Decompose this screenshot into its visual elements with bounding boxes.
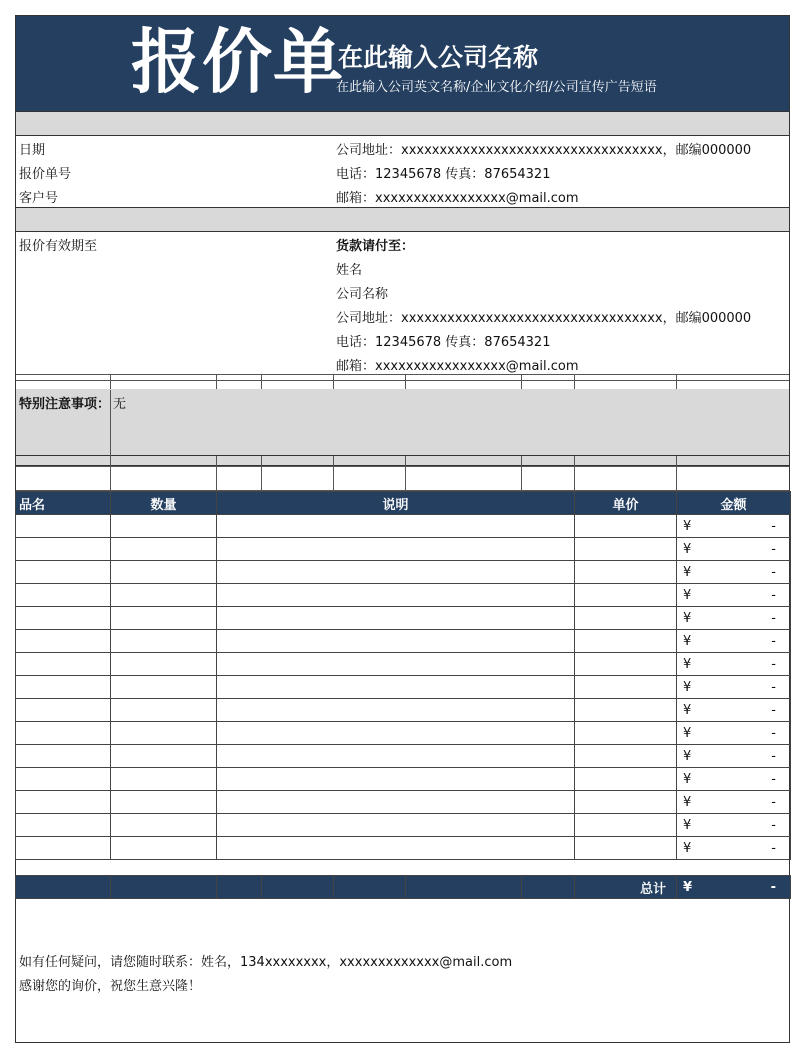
divider bbox=[521, 456, 522, 491]
item-quantity-cell[interactable] bbox=[111, 768, 217, 791]
item-amount: - bbox=[771, 818, 776, 833]
header-amount: 金额 bbox=[677, 492, 791, 515]
quote-number-label: 报价单号 bbox=[19, 167, 72, 182]
header-quantity: 数量 bbox=[111, 492, 217, 515]
notes-value[interactable]: 无 bbox=[113, 397, 127, 412]
currency-symbol: ¥ bbox=[683, 542, 692, 557]
header-unit-price: 单价 bbox=[575, 492, 677, 515]
currency-symbol: ¥ bbox=[683, 841, 692, 856]
item-amount-cell[interactable] bbox=[677, 676, 791, 699]
item-unit-price-cell[interactable] bbox=[575, 676, 677, 699]
item-description-cell[interactable] bbox=[217, 630, 575, 653]
table-row bbox=[16, 607, 791, 630]
item-amount: - bbox=[771, 703, 776, 718]
item-description-cell[interactable] bbox=[217, 584, 575, 607]
table-row bbox=[16, 630, 791, 653]
item-unit-price-cell[interactable] bbox=[575, 515, 677, 538]
currency-symbol: ¥ bbox=[683, 680, 692, 695]
item-amount: - bbox=[771, 611, 776, 626]
total-cell-empty bbox=[262, 876, 334, 899]
divider bbox=[405, 374, 406, 389]
table-row bbox=[16, 515, 791, 538]
item-description-cell[interactable] bbox=[217, 607, 575, 630]
divider bbox=[333, 374, 334, 389]
item-description-cell[interactable] bbox=[217, 515, 575, 538]
quote-sheet bbox=[15, 15, 790, 1043]
currency-symbol: ¥ bbox=[683, 657, 692, 672]
total-cell-empty bbox=[522, 876, 575, 899]
item-description-cell[interactable] bbox=[217, 768, 575, 791]
item-amount: - bbox=[771, 588, 776, 603]
table-row bbox=[16, 837, 791, 860]
item-description-cell[interactable] bbox=[217, 837, 575, 860]
currency-symbol: ¥ bbox=[683, 772, 692, 787]
item-amount-cell[interactable] bbox=[677, 791, 791, 814]
item-product-cell[interactable] bbox=[16, 584, 111, 607]
item-unit-price-cell[interactable] bbox=[575, 837, 677, 860]
item-unit-price-cell[interactable] bbox=[575, 561, 677, 584]
item-description-cell[interactable] bbox=[217, 538, 575, 561]
divider bbox=[110, 456, 111, 491]
item-quantity-cell[interactable] bbox=[111, 699, 217, 722]
table-row bbox=[16, 791, 791, 814]
total-label: 总计 bbox=[575, 876, 677, 899]
currency-symbol: ¥ bbox=[683, 880, 693, 895]
item-product-cell[interactable] bbox=[16, 538, 111, 561]
item-unit-price-cell[interactable] bbox=[575, 630, 677, 653]
divider bbox=[405, 456, 406, 491]
item-product-cell[interactable] bbox=[16, 607, 111, 630]
item-description-cell[interactable] bbox=[217, 653, 575, 676]
item-unit-price-cell[interactable] bbox=[575, 791, 677, 814]
total-cell-empty bbox=[16, 876, 111, 899]
table-row bbox=[16, 722, 791, 745]
currency-symbol: ¥ bbox=[683, 749, 692, 764]
total-table bbox=[15, 875, 791, 899]
company-address: 公司地址：xxxxxxxxxxxxxxxxxxxxxxxxxxxxxxxxxx，邮编000000 bbox=[336, 143, 752, 158]
item-unit-price-cell[interactable] bbox=[575, 768, 677, 791]
currency-symbol: ¥ bbox=[683, 795, 692, 810]
item-unit-price-cell[interactable] bbox=[575, 745, 677, 768]
divider bbox=[110, 390, 111, 456]
item-quantity-cell[interactable] bbox=[111, 538, 217, 561]
header-product: 品名 bbox=[16, 492, 111, 515]
page-title: 报价单 bbox=[131, 21, 344, 103]
table-row bbox=[16, 768, 791, 791]
item-amount-cell[interactable] bbox=[677, 584, 791, 607]
table-header-row bbox=[16, 492, 791, 515]
item-amount-cell[interactable] bbox=[677, 607, 791, 630]
item-quantity-cell[interactable] bbox=[111, 561, 217, 584]
total-cell-empty bbox=[334, 876, 406, 899]
date-label: 日期 bbox=[19, 143, 46, 158]
thanks-line: 感谢您的询价，祝您生意兴隆！ bbox=[19, 979, 202, 994]
separator-band bbox=[16, 456, 789, 466]
item-product-cell[interactable] bbox=[16, 745, 111, 768]
customer-number-label: 客户号 bbox=[19, 191, 59, 206]
item-amount: - bbox=[771, 657, 776, 672]
total-amount: - bbox=[770, 880, 776, 895]
divider bbox=[574, 456, 575, 491]
item-description-cell[interactable] bbox=[217, 676, 575, 699]
divider bbox=[216, 456, 217, 491]
divider bbox=[16, 380, 789, 381]
item-amount: - bbox=[771, 795, 776, 810]
item-amount-cell[interactable] bbox=[677, 653, 791, 676]
item-quantity-cell[interactable] bbox=[111, 814, 217, 837]
item-unit-price-cell[interactable] bbox=[575, 814, 677, 837]
item-description-cell[interactable] bbox=[217, 722, 575, 745]
table-row bbox=[16, 745, 791, 768]
notes-label: 特别注意事项： bbox=[19, 397, 111, 412]
items-table bbox=[15, 491, 791, 860]
item-amount: - bbox=[771, 841, 776, 856]
company-subtitle[interactable]: 在此输入公司英文名称/企业文化介绍/公司宣传广告短语 bbox=[336, 80, 657, 95]
item-amount: - bbox=[771, 565, 776, 580]
item-unit-price-cell[interactable] bbox=[575, 699, 677, 722]
table-row bbox=[16, 814, 791, 837]
currency-symbol: ¥ bbox=[683, 703, 692, 718]
item-amount-cell[interactable] bbox=[677, 538, 791, 561]
item-product-cell[interactable] bbox=[16, 814, 111, 837]
header-banner bbox=[16, 16, 789, 111]
divider bbox=[216, 374, 217, 389]
payee-company: 公司名称 bbox=[336, 287, 389, 302]
item-unit-price-cell[interactable] bbox=[575, 722, 677, 745]
divider bbox=[676, 456, 677, 491]
table-row bbox=[16, 653, 791, 676]
item-product-cell[interactable] bbox=[16, 630, 111, 653]
item-amount: - bbox=[771, 542, 776, 557]
divider bbox=[676, 374, 677, 389]
item-unit-price-cell[interactable] bbox=[575, 538, 677, 561]
item-quantity-cell[interactable] bbox=[111, 653, 217, 676]
pay-to-label: 货款请付至： bbox=[336, 239, 415, 254]
item-quantity-cell[interactable] bbox=[111, 676, 217, 699]
item-unit-price-cell[interactable] bbox=[575, 607, 677, 630]
item-amount-cell[interactable] bbox=[677, 814, 791, 837]
item-amount: - bbox=[771, 726, 776, 741]
item-quantity-cell[interactable] bbox=[111, 837, 217, 860]
item-description-cell[interactable] bbox=[217, 745, 575, 768]
item-quantity-cell[interactable] bbox=[111, 607, 217, 630]
item-amount-cell[interactable] bbox=[677, 515, 791, 538]
item-product-cell[interactable] bbox=[16, 791, 111, 814]
currency-symbol: ¥ bbox=[683, 519, 692, 534]
currency-symbol: ¥ bbox=[683, 588, 692, 603]
currency-symbol: ¥ bbox=[683, 634, 692, 649]
divider bbox=[261, 374, 262, 389]
total-cell-empty bbox=[406, 876, 522, 899]
item-description-cell[interactable] bbox=[217, 791, 575, 814]
currency-symbol: ¥ bbox=[683, 818, 692, 833]
divider bbox=[261, 456, 262, 491]
item-product-cell[interactable] bbox=[16, 768, 111, 791]
notes-band bbox=[16, 389, 789, 456]
item-quantity-cell[interactable] bbox=[111, 745, 217, 768]
item-amount: - bbox=[771, 634, 776, 649]
item-description-cell[interactable] bbox=[217, 561, 575, 584]
item-amount-cell[interactable] bbox=[677, 699, 791, 722]
total-cell-empty bbox=[111, 876, 217, 899]
item-amount-cell[interactable] bbox=[677, 630, 791, 653]
item-product-cell[interactable] bbox=[16, 515, 111, 538]
item-quantity-cell[interactable] bbox=[111, 630, 217, 653]
item-amount: - bbox=[771, 772, 776, 787]
item-amount: - bbox=[771, 749, 776, 764]
contact-line: 如有任何疑问，请您随时联系：姓名，134xxxxxxxx，xxxxxxxxxxxxx@mail.com bbox=[19, 955, 513, 970]
payee-email: 邮箱：xxxxxxxxxxxxxxxxx@mail.com bbox=[336, 359, 579, 374]
separator-band bbox=[16, 111, 789, 136]
header-description: 说明 bbox=[217, 492, 575, 515]
payee-phone-fax: 电话：12345678 传真：87654321 bbox=[336, 335, 551, 350]
item-quantity-cell[interactable] bbox=[111, 791, 217, 814]
item-amount: - bbox=[771, 680, 776, 695]
item-quantity-cell[interactable] bbox=[111, 722, 217, 745]
divider bbox=[521, 374, 522, 389]
item-description-cell[interactable] bbox=[217, 699, 575, 722]
divider bbox=[110, 374, 111, 389]
item-description-cell[interactable] bbox=[217, 814, 575, 837]
item-amount-cell[interactable] bbox=[677, 561, 791, 584]
total-row bbox=[16, 876, 791, 899]
currency-symbol: ¥ bbox=[683, 726, 692, 741]
total-cell-empty bbox=[217, 876, 262, 899]
item-amount-cell[interactable] bbox=[677, 722, 791, 745]
item-quantity-cell[interactable] bbox=[111, 584, 217, 607]
divider bbox=[574, 374, 575, 389]
item-product-cell[interactable] bbox=[16, 699, 111, 722]
divider bbox=[16, 374, 789, 375]
table-row bbox=[16, 699, 791, 722]
item-product-cell[interactable] bbox=[16, 722, 111, 745]
divider bbox=[333, 456, 334, 491]
separator-band bbox=[16, 207, 789, 232]
divider bbox=[16, 466, 789, 467]
item-product-cell[interactable] bbox=[16, 837, 111, 860]
item-unit-price-cell[interactable] bbox=[575, 584, 677, 607]
company-email: 邮箱：xxxxxxxxxxxxxxxxx@mail.com bbox=[336, 191, 579, 206]
payee-address: 公司地址：xxxxxxxxxxxxxxxxxxxxxxxxxxxxxxxxxx，邮编000000 bbox=[336, 311, 752, 326]
payee-name: 姓名 bbox=[336, 263, 363, 278]
company-name[interactable]: 在此输入公司名称 bbox=[338, 43, 539, 72]
item-amount: - bbox=[771, 519, 776, 534]
currency-symbol: ¥ bbox=[683, 611, 692, 626]
item-product-cell[interactable] bbox=[16, 653, 111, 676]
item-product-cell[interactable] bbox=[16, 561, 111, 584]
company-phone-fax: 电话：12345678 传真：87654321 bbox=[336, 167, 551, 182]
item-product-cell[interactable] bbox=[16, 676, 111, 699]
item-amount-cell[interactable] bbox=[677, 745, 791, 768]
valid-until-label: 报价有效期至 bbox=[19, 239, 98, 254]
item-amount-cell[interactable] bbox=[677, 837, 791, 860]
item-amount-cell[interactable] bbox=[677, 768, 791, 791]
currency-symbol: ¥ bbox=[683, 565, 692, 580]
table-row bbox=[16, 676, 791, 699]
item-quantity-cell[interactable] bbox=[111, 515, 217, 538]
item-unit-price-cell[interactable] bbox=[575, 653, 677, 676]
total-amount-cell bbox=[677, 876, 791, 899]
table-row bbox=[16, 561, 791, 584]
table-row bbox=[16, 538, 791, 561]
table-row bbox=[16, 584, 791, 607]
